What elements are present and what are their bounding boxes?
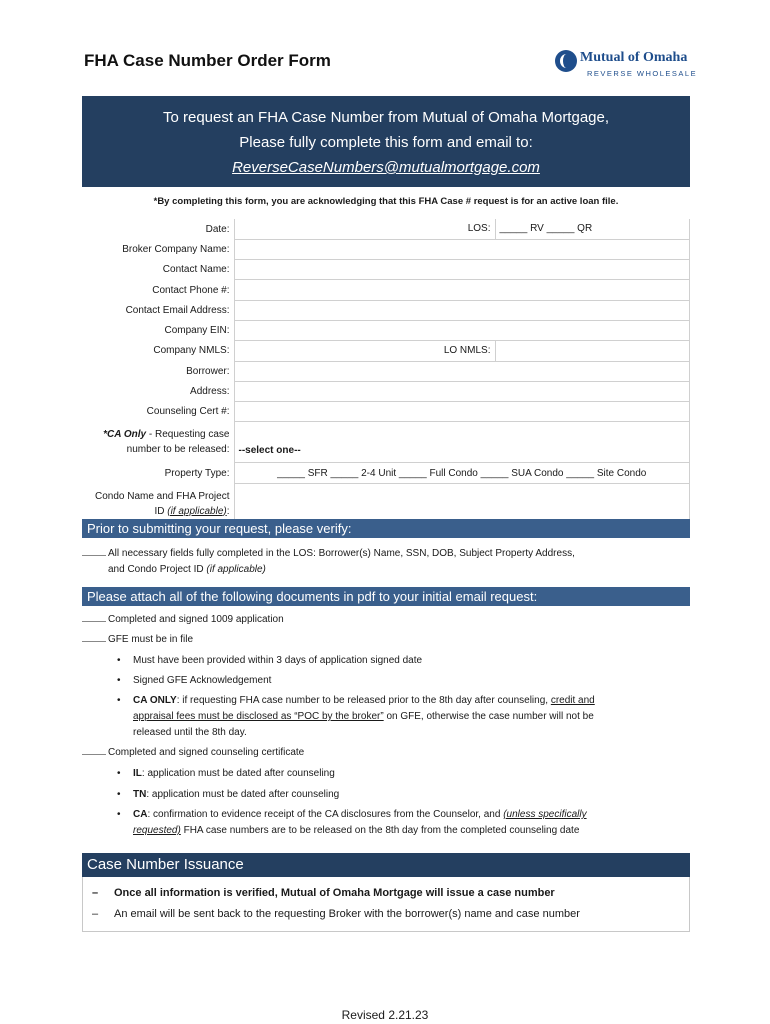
- gfe-bullet-2: [117, 673, 657, 689]
- attach-item-1-text: Completed and signed 1009 application: [108, 614, 284, 625]
- broker-company-label: Broker Company Name:: [82, 239, 234, 259]
- release-select[interactable]: --select one--: [234, 422, 690, 463]
- attach-item-2-text: GFE must be in file: [108, 634, 194, 645]
- issuance-box: [82, 877, 690, 932]
- company-nmls-label: Company NMLS:: [82, 341, 234, 361]
- cc-bullet-3-text: [117, 807, 657, 839]
- broker-company-field[interactable]: [234, 239, 690, 259]
- ca-bold: CA: [133, 809, 148, 820]
- checkbox-blank[interactable]: [82, 754, 106, 755]
- acknowledgement-note: *By completing this form, you are acknowledging that this FHA Case # request is for an active loan file.: [153, 196, 619, 207]
- il-bold: IL: [133, 768, 142, 779]
- los-options[interactable]: _____ RV _____ QR: [495, 219, 690, 239]
- order-form-table: [82, 219, 690, 525]
- instructions-banner: [82, 96, 690, 187]
- verify-item-1-line-1: All necessary fields fully completed in the LOS: Borrower(s) Name, SSN, DOB, Subject Property Address,: [108, 548, 575, 559]
- dash-icon: –: [92, 908, 99, 920]
- los-label: LOS:: [234, 219, 495, 239]
- checkbox-blank[interactable]: [82, 621, 106, 622]
- issuance-line-2-text: An email will be sent back to the requesting Broker with the borrower(s) name and case number: [114, 908, 580, 920]
- gfe-b3-u2: appraisal fees must be disclosed as “POC by the broker”: [133, 711, 384, 722]
- attach-item-3: [82, 745, 304, 761]
- gfe-b3-c: released until the 8th day.: [133, 727, 247, 738]
- counseling-cert-label: Counseling Cert #:: [82, 402, 234, 422]
- cc-b3-a: : confirmation to evidence receipt of the CA disclosures from the Counselor, and: [147, 809, 504, 820]
- cc-bullet-3: [117, 807, 657, 839]
- date-label: Date:: [82, 219, 234, 239]
- gfe-bullet-1: [117, 653, 657, 669]
- attach-item-2: [82, 632, 193, 648]
- checkbox-blank[interactable]: [82, 555, 106, 556]
- lo-nmls-field[interactable]: [495, 341, 690, 361]
- cc-b3-u1: (unless specifically: [503, 809, 587, 820]
- mutual-of-omaha-logo: [555, 48, 698, 80]
- cc-b1-text: : application must be dated after counseling: [141, 768, 335, 779]
- contact-name-label: Contact Name:: [82, 260, 234, 280]
- contact-phone-label: Contact Phone #:: [82, 280, 234, 300]
- address-field[interactable]: [234, 381, 690, 401]
- borrower-label: Borrower:: [82, 361, 234, 381]
- gfe-b3-b: on GFE, otherwise the case number will not be: [383, 711, 594, 722]
- company-ein-label: Company EIN:: [82, 320, 234, 340]
- lo-nmls-label: LO NMLS:: [234, 341, 495, 361]
- issuance-line-2: [92, 908, 580, 920]
- address-label: Address:: [82, 381, 234, 401]
- condo-label-text: Condo Name and FHA Project ID: [94, 490, 230, 517]
- gfe-bullet-3-text: [117, 693, 657, 741]
- submission-email-link[interactable]: ReverseCaseNumbers@mutualmortgage.com: [232, 159, 540, 176]
- cc-b3-b: FHA case numbers are to be released on the 8th day from the completed counseling date: [180, 825, 580, 836]
- revision-date: Revised 2.21.23: [341, 1008, 429, 1022]
- contact-phone-field[interactable]: [234, 280, 690, 300]
- cc-bullet-2: [117, 787, 657, 803]
- condo-label-colon: :: [226, 505, 230, 517]
- property-type-options[interactable]: _____ SFR _____ 2-4 Unit _____ Full Condo _____ SUA Condo _____ Site Condo: [234, 463, 690, 483]
- dash-icon: –: [92, 887, 99, 899]
- verify-item-1-line-2a: and Condo Project ID: [108, 564, 207, 575]
- contact-name-field[interactable]: [234, 260, 690, 280]
- cc-b3-u2: requested): [133, 825, 181, 836]
- contact-email-field[interactable]: [234, 300, 690, 320]
- cc-bullet-1-text: [117, 766, 657, 782]
- gfe-bullet-3: [117, 693, 657, 741]
- property-type-label: Property Type:: [82, 463, 234, 483]
- page-title: FHA Case Number Order Form: [84, 51, 331, 70]
- bullet-icon: •: [117, 655, 121, 666]
- condo-label-italic: (if applicable): [167, 505, 227, 517]
- borrower-field[interactable]: [234, 361, 690, 381]
- gfe-b3-a: : if requesting FHA case number to be released prior to the 8th day after counseling,: [176, 695, 551, 706]
- logo-name: Mutual of Omaha: [580, 50, 688, 65]
- verify-item-1: [82, 546, 575, 578]
- attach-item-1: [82, 612, 284, 628]
- verify-item-1-line-2b: (if applicable): [206, 564, 266, 575]
- issuance-line-1-text: Once all information is verified, Mutual of Omaha Mortgage will issue a case number: [114, 887, 555, 899]
- ca-only-label: [82, 422, 234, 463]
- verify-item-1-line-2: [82, 562, 575, 578]
- tn-bold: TN: [133, 789, 147, 800]
- ca-only-text: - Requesting case number to be released:: [126, 429, 230, 456]
- bullet-icon: •: [117, 695, 121, 706]
- counseling-cert-field[interactable]: [234, 402, 690, 422]
- gfe-bullet-1-text: Must have been provided within 3 days of application signed date: [133, 655, 423, 666]
- verify-heading: Prior to submitting your request, please verify:: [82, 519, 690, 538]
- banner-line-2: Please fully complete this form and email to:: [239, 134, 533, 151]
- ca-only-bold: CA ONLY: [133, 695, 177, 706]
- bullet-icon: •: [117, 768, 121, 779]
- issuance-line-1: [92, 887, 555, 899]
- issuance-heading: Case Number Issuance: [82, 853, 690, 877]
- checkbox-blank[interactable]: [82, 641, 106, 642]
- cc-b2-text: : application must be dated after counseling: [146, 789, 340, 800]
- contact-email-label: Contact Email Address:: [82, 300, 234, 320]
- attach-item-3-text: Completed and signed counseling certificate: [108, 747, 305, 758]
- banner-line-1: To request an FHA Case Number from Mutual of Omaha Mortgage,: [162, 109, 610, 126]
- bullet-icon: •: [117, 809, 121, 820]
- bullet-icon: •: [117, 675, 121, 686]
- company-ein-field[interactable]: [234, 320, 690, 340]
- attach-heading: Please attach all of the following documents in pdf to your initial email request:: [82, 587, 690, 606]
- cc-bullet-2-text: [117, 787, 657, 803]
- ca-only-prefix: *CA Only: [103, 429, 147, 441]
- cc-bullet-1: [117, 766, 657, 782]
- logo-subtitle: REVERSE WHOLESALE: [587, 69, 698, 78]
- gfe-bullet-2-text: Signed GFE Acknowledgement: [133, 675, 272, 686]
- bullet-icon: •: [117, 789, 121, 800]
- gfe-b3-u1: credit and: [550, 695, 595, 706]
- indian-head-icon: [555, 50, 577, 72]
